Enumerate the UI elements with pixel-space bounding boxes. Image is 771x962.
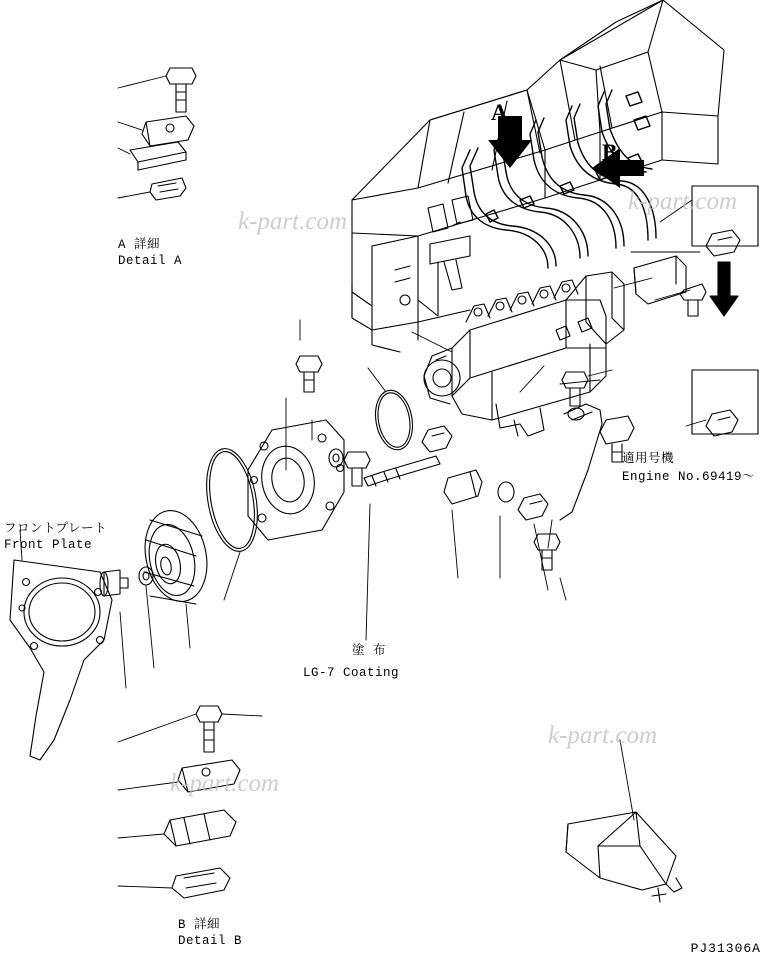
coating-label-en: LG-7 Coating [303, 666, 400, 680]
detail-b-parts [118, 706, 262, 898]
engine-no-callout-box [660, 186, 758, 436]
o-rings [199, 368, 417, 600]
watermark: k-part.com [548, 722, 657, 749]
engine-no-label-jp: 適用号機 [622, 452, 675, 466]
detail-b-label-jp: B 詳細 [178, 918, 221, 932]
dowel-and-collar [100, 567, 154, 688]
section-arrows [488, 116, 644, 188]
engine-no-label-en: Engine No.69419〜 [622, 470, 756, 484]
fastener-group [286, 320, 612, 640]
cylinder-head-assembly [352, 0, 724, 352]
section-letter-a: A [491, 100, 508, 125]
watermark: k-part.com [628, 188, 737, 215]
section-letter-b: B [602, 140, 618, 165]
detail-a-label-en: Detail A [118, 254, 183, 268]
pump-adapter-flange [248, 420, 344, 540]
watermark: k-part.com [170, 770, 279, 797]
injection-pump [424, 272, 624, 436]
mounting-bracket-right [634, 256, 706, 316]
front-plate-label-en: Front Plate [4, 538, 93, 552]
detail-b-label-en: Detail B [178, 934, 243, 948]
nozzle-holder [566, 740, 682, 902]
front-plate [10, 530, 112, 760]
coating-label-jp: 塗 布 [352, 644, 387, 658]
drawing-number: PJ31306A [690, 941, 761, 956]
detail-a-label-jp: A 詳細 [118, 238, 161, 252]
front-plate-label-jp: フロントプレート [4, 522, 108, 536]
detail-a-parts [118, 68, 196, 200]
watermark: k-part.com [238, 208, 347, 235]
leader-lines [412, 252, 700, 392]
